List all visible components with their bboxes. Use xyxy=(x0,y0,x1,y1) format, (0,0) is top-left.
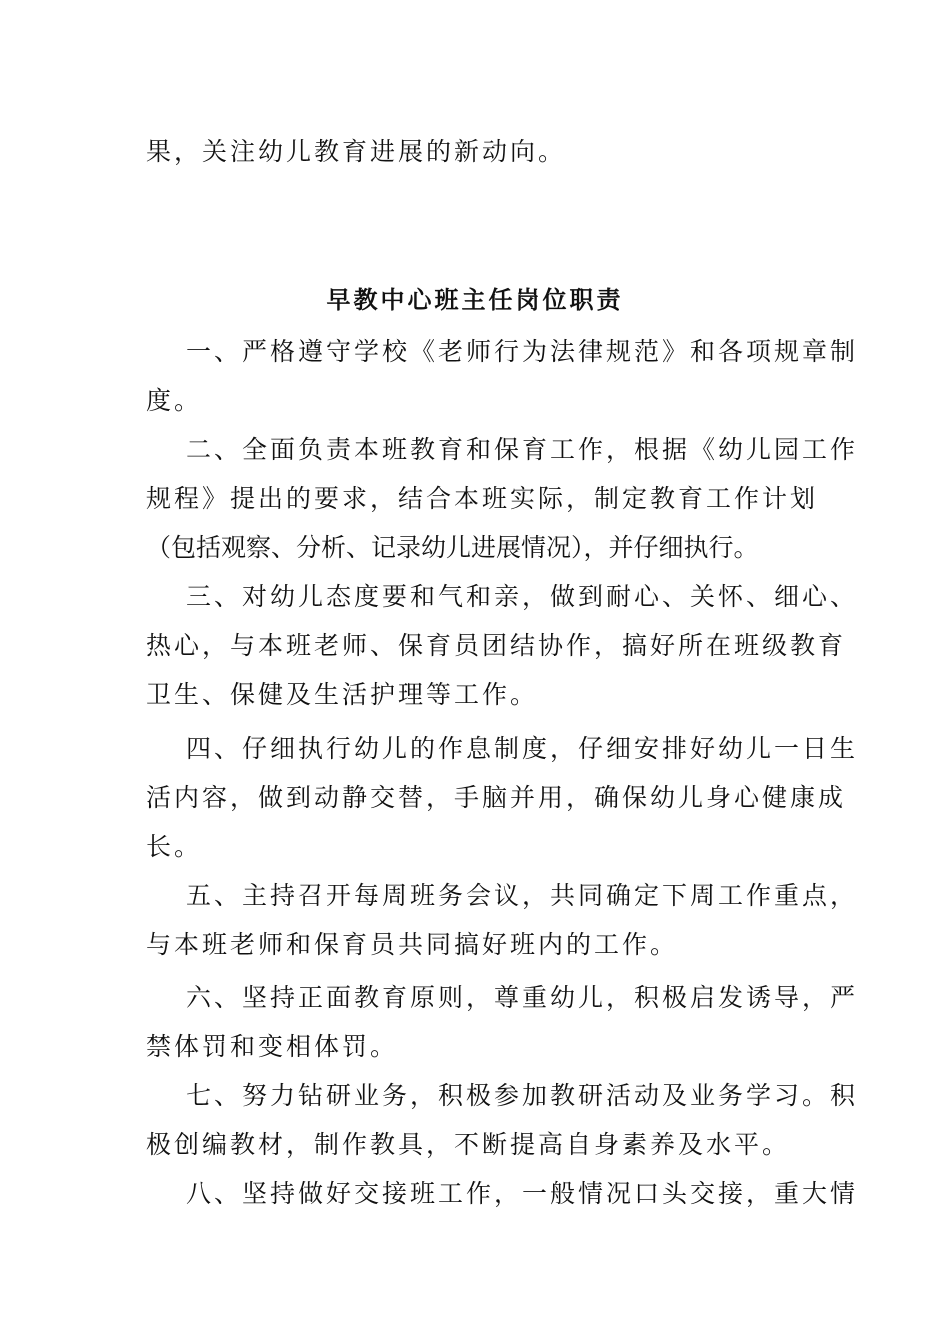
item-8-line-1: 八、坚持做好交接班工作，一般情况口头交接，重大情 xyxy=(186,1179,859,1208)
item-2-line-1: 二、全面负责本班教育和保育工作，根据《幼儿园工作 xyxy=(186,435,859,464)
item-4-line-1: 四、仔细执行幼儿的作息制度，仔细安排好幼儿一日生 xyxy=(186,734,859,763)
item-7-line-2: 极创编教材，制作教具，不断提高自身素养及水平。 xyxy=(146,1130,791,1159)
item-7-line-1: 七、努力钻研业务，积极参加教研活动及业务学习。积 xyxy=(186,1081,859,1110)
item-4-line-3: 长。 xyxy=(146,832,203,861)
item-3-line-1: 三、对幼儿态度要和气和亲，做到耐心、关怀、细心、 xyxy=(186,582,859,611)
item-3-line-3: 卫生、保健及生活护理等工作。 xyxy=(146,680,539,709)
item-3-line-2: 热心，与本班老师、保育员团结协作，搞好所在班级教育 xyxy=(146,631,847,660)
item-5-line-2: 与本班老师和保育员共同搞好班内的工作。 xyxy=(146,930,679,959)
item-2-line-3: （包括观察、分析、记录幼儿进展情况），并仔细执行。 xyxy=(146,533,759,562)
item-1-line-2: 度。 xyxy=(146,386,203,415)
item-5-line-1: 五、主持召开每周班务会议，共同确定下周工作重点， xyxy=(186,881,859,910)
item-4-line-2: 活内容，做到动静交替，手脑并用，确保幼儿身心健康成 xyxy=(146,783,847,812)
carryover-line: 果，关注幼儿教育进展的新动向。 xyxy=(146,137,567,166)
item-6-line-2: 禁体罚和变相体罚。 xyxy=(146,1032,399,1061)
item-1-line-1: 一、严格遵守学校《老师行为法律规范》和各项规章制 xyxy=(186,337,859,366)
document-title: 早教中心班主任岗位职责 xyxy=(326,285,624,314)
item-6-line-1: 六、坚持正面教育原则，尊重幼儿，积极启发诱导，严 xyxy=(186,983,859,1012)
item-2-line-2: 规程》提出的要求，结合本班实际，制定教育工作计划 xyxy=(146,484,819,513)
